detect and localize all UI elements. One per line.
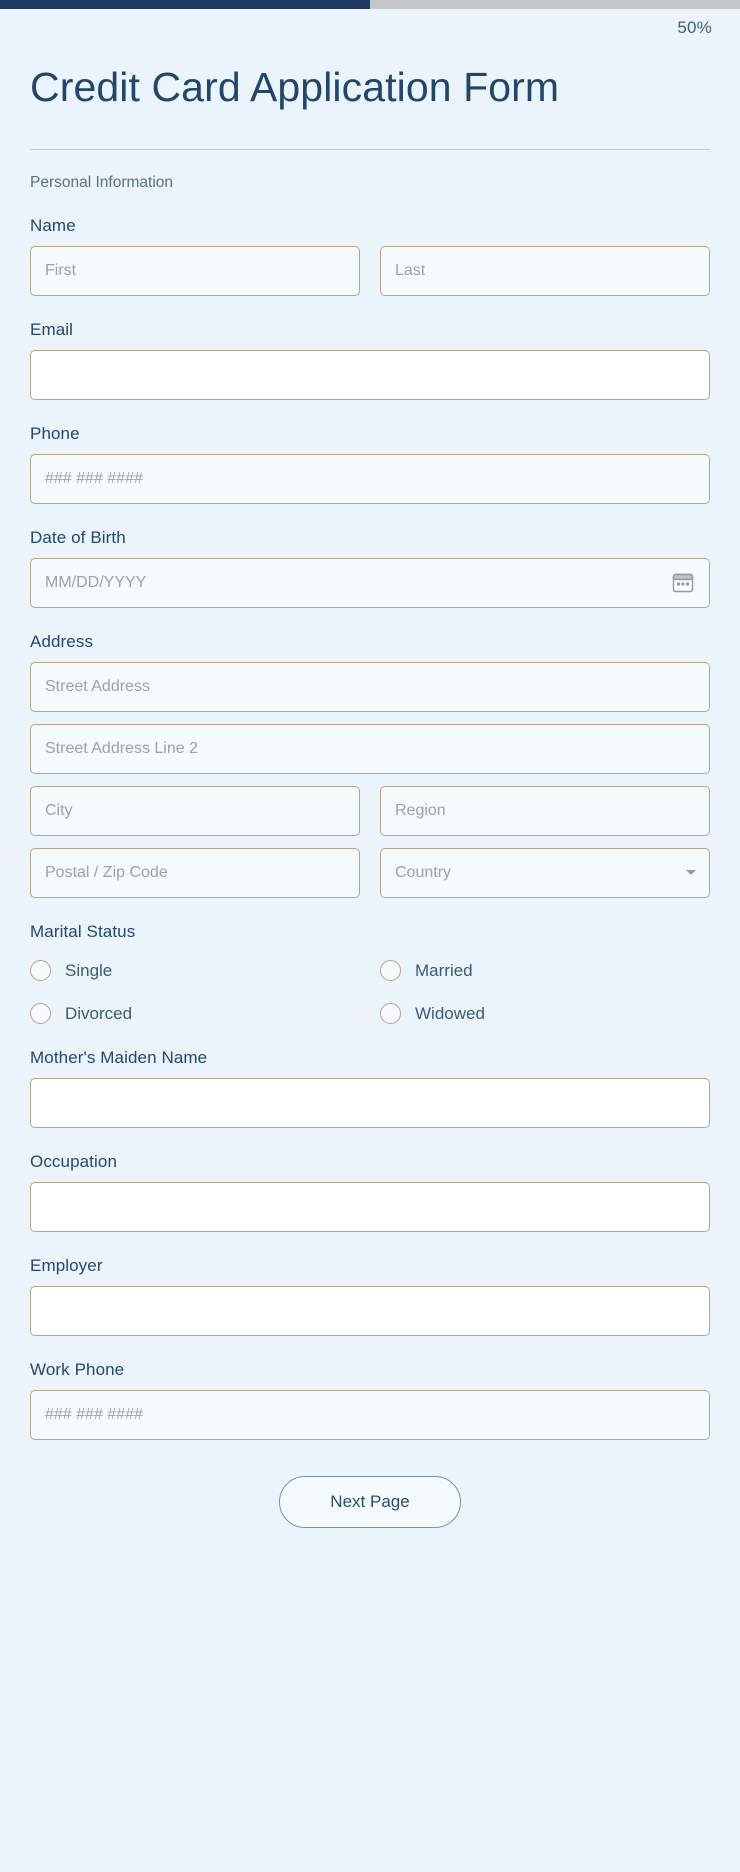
form-content — [30, 46, 710, 1528]
marital-status-options — [30, 960, 710, 1024]
city-input[interactable] — [30, 786, 360, 836]
title-divider — [30, 149, 710, 150]
section-label-personal-information: Personal Information — [30, 174, 174, 191]
address-city-region-row — [30, 786, 710, 836]
radio-label-single: Single — [65, 960, 113, 980]
next-page-button[interactable]: Next Page — [279, 1476, 461, 1528]
field-employer — [30, 1256, 710, 1336]
radio-option-single[interactable] — [30, 960, 380, 981]
employer-input[interactable] — [30, 1286, 710, 1336]
radio-circle-icon[interactable] — [30, 960, 51, 981]
page-title: Credit Card Application Form — [30, 64, 560, 110]
progress-percent-label: 50% — [677, 18, 712, 37]
field-email — [30, 320, 710, 400]
label-marital-status: Marital Status — [30, 922, 136, 941]
radio-label-married: Married — [415, 960, 473, 980]
country-select[interactable] — [380, 848, 710, 898]
address-lines — [30, 662, 710, 774]
field-marital-status — [30, 922, 710, 1024]
label-employer: Employer — [30, 1256, 103, 1275]
occupation-input[interactable] — [30, 1182, 710, 1232]
label-name: Name — [30, 216, 76, 235]
address-postal-country-row — [30, 848, 710, 898]
label-email: Email — [30, 320, 74, 339]
last-name-input[interactable] — [380, 246, 710, 296]
label-address: Address — [30, 632, 94, 651]
radio-option-divorced[interactable] — [30, 1003, 380, 1024]
phone-input[interactable] — [30, 454, 710, 504]
postal-code-input[interactable] — [30, 848, 360, 898]
label-mothers-maiden-name: Mother's Maiden Name — [30, 1048, 208, 1067]
field-name — [30, 216, 710, 296]
radio-label-widowed: Widowed — [415, 1003, 485, 1023]
progress-bar-track — [0, 0, 740, 9]
country-select-wrapper[interactable] — [380, 848, 710, 898]
mothers-maiden-name-input[interactable] — [30, 1078, 710, 1128]
radio-circle-icon[interactable] — [30, 1003, 51, 1024]
form-footer — [30, 1476, 710, 1528]
name-inputs-row — [30, 246, 710, 296]
label-date-of-birth: Date of Birth — [30, 528, 126, 547]
chevron-down-icon — [686, 870, 696, 875]
work-phone-input[interactable] — [30, 1390, 710, 1440]
label-occupation: Occupation — [30, 1152, 117, 1171]
field-phone — [30, 424, 710, 504]
progress-bar-fill — [0, 0, 370, 9]
field-work-phone — [30, 1360, 710, 1440]
radio-label-divorced: Divorced — [65, 1003, 133, 1023]
field-address — [30, 632, 710, 898]
region-input[interactable] — [380, 786, 710, 836]
radio-option-widowed[interactable] — [380, 1003, 730, 1024]
radio-option-married[interactable] — [380, 960, 730, 981]
first-name-input[interactable] — [30, 246, 360, 296]
field-date-of-birth — [30, 528, 710, 608]
field-mothers-maiden-name — [30, 1048, 710, 1128]
date-of-birth-wrapper — [30, 558, 710, 608]
street-address-input[interactable] — [30, 662, 710, 712]
radio-circle-icon[interactable] — [380, 960, 401, 981]
field-occupation — [30, 1152, 710, 1232]
date-of-birth-input[interactable] — [30, 558, 710, 608]
email-input[interactable] — [30, 350, 710, 400]
street-address-line-2-input[interactable] — [30, 724, 710, 774]
label-phone: Phone — [30, 424, 80, 443]
label-work-phone: Work Phone — [30, 1360, 125, 1379]
radio-circle-icon[interactable] — [380, 1003, 401, 1024]
